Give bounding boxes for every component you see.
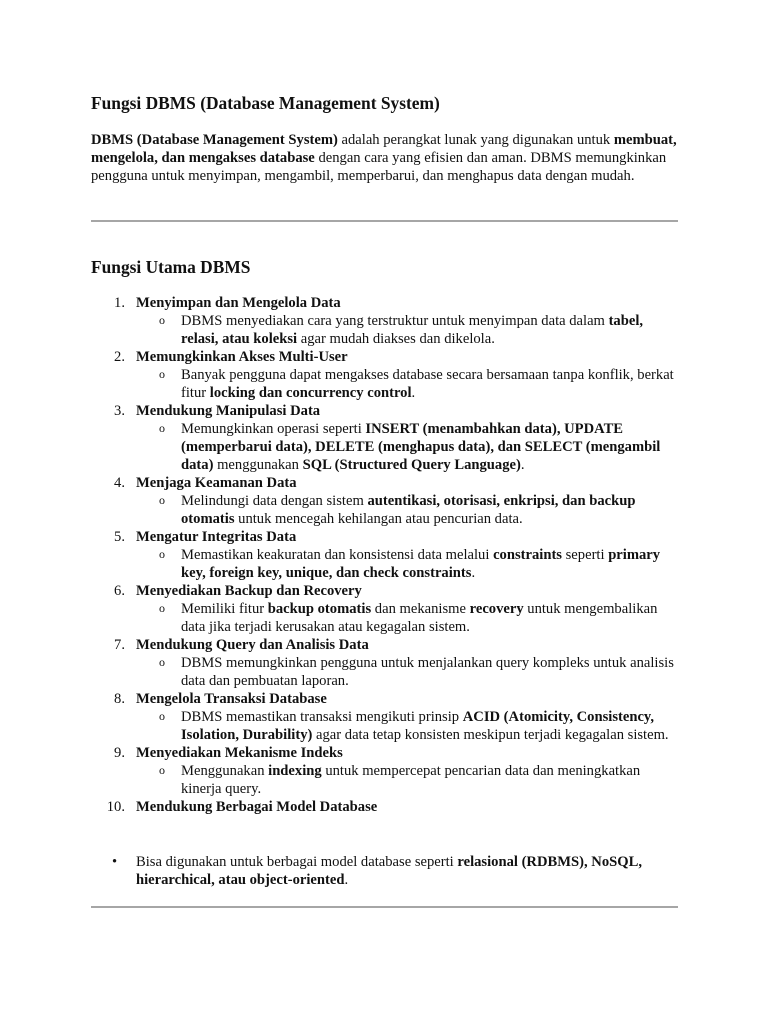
list-item-heading: Menyimpan dan Mengelola Data — [136, 295, 341, 311]
list-item — [91, 690, 681, 744]
text-run: . — [344, 872, 349, 888]
list-item-heading: Mengelola Transaksi Database — [136, 691, 327, 707]
text-run: untuk mengembalikan data jika terjadi kerusakan atau kegagalan sistem. — [181, 601, 658, 635]
list-number: 2. — [114, 349, 125, 365]
list-item — [91, 474, 681, 528]
sub-list-text — [181, 546, 681, 582]
bold-text: autentikasi, otorisasi, enkripsi, dan backup otomatis — [181, 493, 636, 527]
text-run: dengan cara yang efisien dan aman. DBMS memungkinkan pengguna untuk menyimpan, mengambil, memperbarui, dan menghapus data dengan mudah. — [91, 150, 667, 184]
text-run: Memastikan keakuratan dan konsistensi data melalui — [181, 547, 494, 563]
list-number: 6. — [114, 583, 125, 599]
sub-list-text — [181, 492, 681, 528]
list-item-heading: Menjaga Keamanan Data — [136, 475, 297, 491]
bold-text: INSERT (menambahkan data), UPDATE (memperbarui data), DELETE (menghapus data), dan SELECT (mengambil data) — [181, 421, 661, 473]
bold-text: tabel, relasi, atau koleksi — [181, 313, 644, 347]
list-item-heading: Mendukung Query dan Analisis Data — [136, 637, 369, 653]
sub-list-item — [136, 708, 681, 744]
sub-list-item — [136, 312, 681, 348]
bold-text: relasional (RDBMS), NoSQL, hierarchical, atau object-oriented — [136, 854, 642, 888]
sub-list-text — [181, 420, 681, 474]
list-item — [91, 348, 681, 402]
text-run: untuk mempercepat pencarian data dan meningkatkan kinerja query. — [181, 763, 641, 797]
list-item-heading: Mendukung Berbagai Model Database — [136, 799, 378, 815]
sub-list-marker: o — [159, 313, 165, 327]
list-item-heading: Mendukung Manipulasi Data — [136, 403, 321, 419]
text-run: adalah perangkat lunak yang digunakan untuk — [337, 132, 614, 148]
text-run: . — [471, 565, 476, 581]
page-title: Fungsi DBMS (Database Management System) — [91, 93, 440, 113]
bold-text: SQL (Structured Query Language) — [302, 457, 521, 473]
sub-list-marker: o — [159, 493, 165, 507]
list-item — [91, 744, 681, 798]
bold-text: recovery — [469, 601, 524, 617]
bold-text: ACID (Atomicity, Consistency, Isolation, Durability) — [181, 709, 655, 743]
sub-list-text — [181, 762, 681, 798]
list-number: 8. — [114, 691, 125, 707]
list-number: 10. — [106, 799, 125, 815]
list-item-heading: Memungkinkan Akses Multi-User — [136, 349, 348, 365]
bold-text: backup otomatis — [267, 601, 372, 617]
sub-list-text — [181, 312, 681, 348]
sub-list-text — [181, 600, 681, 636]
list-item-heading: Menyediakan Backup dan Recovery — [136, 583, 362, 599]
bullet-text — [136, 854, 642, 888]
intro-paragraph — [91, 131, 691, 185]
bold-text: DBMS (Database Management System) — [91, 132, 338, 148]
list-number: 3. — [114, 403, 125, 419]
sub-list-marker: o — [159, 367, 165, 381]
bold-text: locking dan concurrency control — [209, 385, 412, 401]
list-number: 1. — [114, 295, 125, 311]
text-run: Banyak pengguna dapat mengakses database secara bersamaan tanpa konflik, berkat fitur — [181, 367, 674, 401]
sub-list-item — [136, 420, 681, 474]
ordered-list — [91, 294, 681, 816]
sub-list-text — [181, 654, 681, 690]
text-run: Memungkinkan operasi seperti — [181, 421, 366, 437]
text-run: untuk mencegah kehilangan atau pencurian data. — [234, 511, 523, 527]
bold-text: constraints — [493, 547, 562, 563]
list-number: 4. — [114, 475, 125, 491]
list-item-heading: Menyediakan Mekanisme Indeks — [136, 745, 343, 761]
text-run: . — [411, 385, 416, 401]
sub-list-item — [136, 492, 681, 528]
sub-list-text — [181, 708, 681, 744]
text-run: DBMS memungkinkan pengguna untuk menjalankan query kompleks untuk analisis data dan pembuatan laporan. — [181, 655, 674, 689]
bullet-marker: • — [112, 854, 118, 870]
sub-list-marker: o — [159, 763, 165, 777]
bullet-item — [91, 853, 681, 889]
text-run: agar data tetap konsisten meskipun terjadi kegagalan sistem. — [312, 727, 669, 743]
sub-list-item — [136, 762, 681, 798]
sub-list-marker: o — [159, 547, 165, 561]
horizontal-rule — [91, 906, 678, 908]
text-run: . — [520, 457, 525, 473]
text-run: menggunakan — [213, 457, 303, 473]
text-run: DBMS menyediakan cara yang terstruktur untuk menyimpan data dalam — [181, 313, 609, 329]
list-item — [91, 528, 681, 582]
horizontal-rule — [91, 220, 678, 222]
text-run: DBMS memastikan transaksi mengikuti prinsip — [181, 709, 463, 725]
list-item — [91, 636, 681, 690]
sub-list-item — [136, 366, 681, 402]
bold-text: indexing — [268, 763, 322, 779]
sub-list-item — [136, 654, 681, 690]
list-item — [91, 294, 681, 348]
list-number: 5. — [114, 529, 125, 545]
sub-list-marker: o — [159, 421, 165, 435]
list-number: 9. — [114, 745, 125, 761]
text-run: agar mudah diakses dan dikelola. — [297, 331, 495, 347]
bold-text: membuat, mengelola, dan mengakses database — [91, 132, 677, 166]
sub-list-marker: o — [159, 709, 165, 723]
list-item — [91, 582, 681, 636]
sub-list-marker: o — [159, 655, 165, 669]
sub-list-text — [181, 366, 681, 402]
list-item — [91, 402, 681, 474]
section-title: Fungsi Utama DBMS — [91, 257, 251, 277]
sub-list-marker: o — [159, 601, 165, 615]
sub-list-item — [136, 600, 681, 636]
text-run: Menggunakan — [181, 763, 269, 779]
list-item — [91, 798, 681, 816]
text-run: Melindungi data dengan sistem — [181, 493, 368, 509]
bold-text: primary key, foreign key, unique, dan check constraints — [181, 547, 661, 581]
sub-list-item — [136, 546, 681, 582]
text-run: dan mekanisme — [371, 601, 470, 617]
text-run: seperti — [561, 547, 609, 563]
text-run: Memiliki fitur — [181, 601, 268, 617]
text-run: Bisa digunakan untuk berbagai model database seperti — [136, 854, 458, 870]
list-number: 7. — [114, 637, 125, 653]
list-item-heading: Mengatur Integritas Data — [136, 529, 297, 545]
